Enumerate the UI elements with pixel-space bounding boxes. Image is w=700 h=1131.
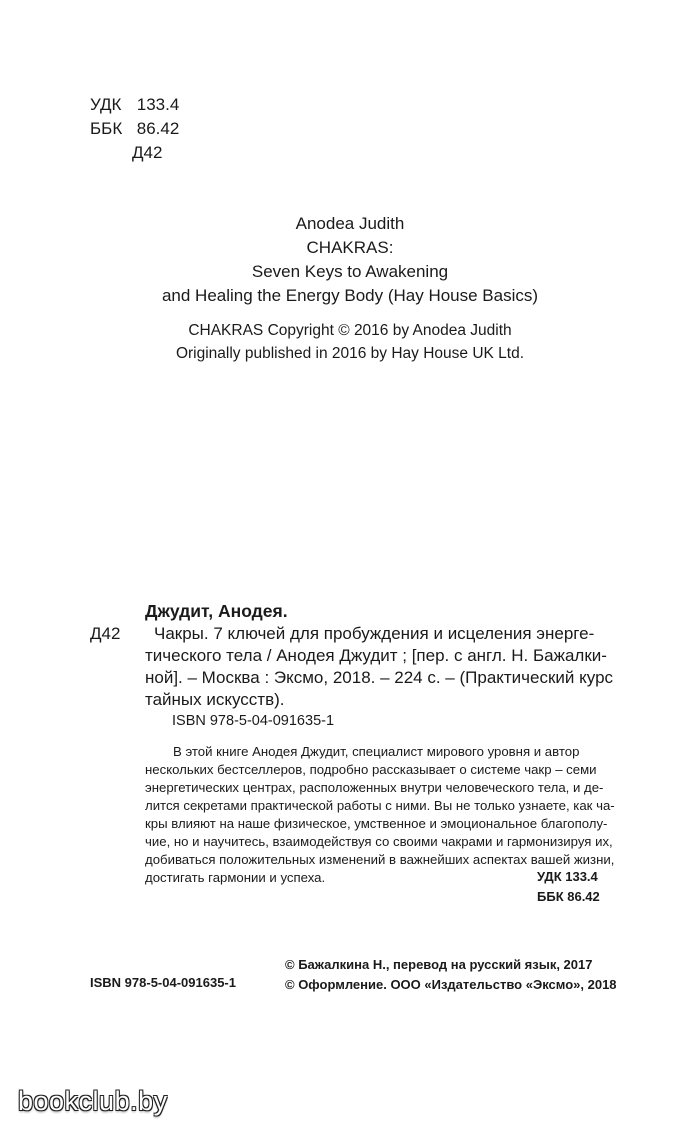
original-subtitle-1: Seven Keys to Awakening bbox=[251, 262, 449, 281]
annotation-line-1: В этой книге Анодея Джудит, специалист мирового уровня и автор bbox=[173, 744, 580, 759]
udk-label: УДК bbox=[90, 95, 122, 114]
annotation-line-3: энергетических центрах, расположенных внутри человеческого тела, и де- bbox=[145, 780, 604, 795]
annotation-line-8: достигать гармонии и успеха. bbox=[145, 870, 326, 885]
annotation bbox=[145, 743, 633, 887]
catalog-line-1: Чакры. 7 ключей для пробуждения и исцеления энерге- bbox=[154, 624, 595, 643]
translation-copyright: © Бажалкина Н., перевод на русский язык, 2017 bbox=[285, 957, 593, 972]
original-subtitle-2: and Healing the Energy Body (Hay House Basics) bbox=[161, 286, 539, 305]
catalog-line-3: ной]. – Москва : Эксмо, 2018. – 224 с. – (Практический курс bbox=[145, 668, 614, 687]
design-copyright: © Оформление. ООО «Издательство «Эксмо», 2018 bbox=[285, 977, 617, 992]
bbk-value: 86.42 bbox=[136, 119, 180, 138]
rights-block bbox=[285, 955, 617, 995]
bottom-isbn: ISBN 978-5-04-091635-1 bbox=[90, 975, 236, 990]
original-author: Anodea Judith bbox=[295, 214, 405, 233]
annotation-line-7: добиваться положительных изменений в важнейших аспектах вашей жизни, bbox=[145, 852, 615, 867]
catalog-author: Джудит, Анодея. bbox=[145, 601, 288, 621]
bottom-bbk: ББК 86.42 bbox=[537, 889, 600, 904]
catalog-code: Д42 bbox=[90, 624, 121, 643]
annotation-line-6: чие, но и научитесь, взаимодействуя со своими чакрами и гармонизируя их, bbox=[145, 834, 613, 849]
catalog-line-2: тического тела / Анодея Джудит ; [пер. с англ. Н. Бажалки- bbox=[145, 646, 607, 665]
bottom-udk: УДК 133.4 bbox=[537, 869, 598, 884]
original-published: Originally published in 2016 by Hay House UK Ltd. bbox=[175, 345, 525, 362]
original-edition-block bbox=[0, 212, 700, 365]
annotation-line-5: кры влияют на наше физическое, умственное и эмоциональное благополу- bbox=[145, 816, 608, 831]
bottom-codes bbox=[537, 867, 600, 907]
original-copyright: CHAKRAS Copyright © 2016 by Anodea Judith bbox=[188, 322, 512, 339]
classification-block bbox=[90, 93, 179, 165]
catalog-entry bbox=[145, 600, 635, 711]
watermark: bookclub.by bbox=[18, 1086, 168, 1116]
udk-value: 133.4 bbox=[136, 95, 180, 114]
original-title: CHAKRAS: bbox=[306, 238, 394, 257]
catalog-line-4: тайных искусств). bbox=[145, 690, 285, 709]
annotation-line-2: нескольких бестселлеров, подробно рассказывает о системе чакр – семи bbox=[145, 762, 597, 777]
bbk-label: ББК bbox=[90, 119, 123, 138]
annotation-line-4: лится секретами практической работы с ними. Вы не только узнаете, как ча- bbox=[145, 798, 615, 813]
catalog-isbn: ISBN 978-5-04-091635-1 bbox=[172, 713, 335, 729]
classification-code: Д42 bbox=[132, 143, 163, 162]
